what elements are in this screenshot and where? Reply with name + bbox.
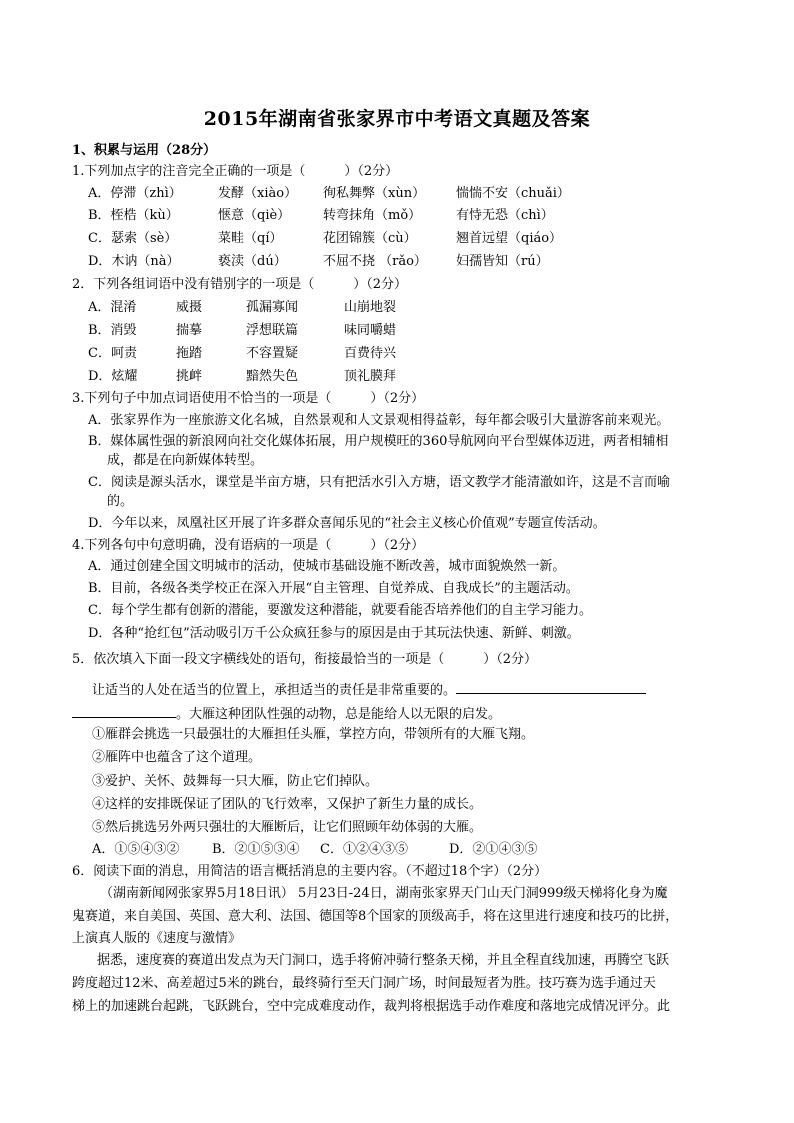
q5-passage-text1: 让适当的人处在适当的位置上，承担适当的责任是非常重要的。 xyxy=(92,683,457,698)
q1-c-1: C．瑟索（sè） xyxy=(88,231,178,246)
q3-option-a: A．张家界作为一座旅游文化名城，自然景观和人文景观相得益彰，每年都会吸引大量游客前来观光。 xyxy=(88,413,670,428)
q6-news-line1: （湖南新闻网张家界5月18日讯） 5月23日-24日，湖南张家界天门山天门洞999级天梯将化身为魔 xyxy=(100,886,668,901)
q1-d-3: 不屈不挠 （rǎo） xyxy=(323,254,427,269)
q5-item-3: ③爱护、关怀、鼓舞每一只大雁，防止它们掉队。 xyxy=(92,774,379,789)
q1-d-4: 妇孺皆知（rú） xyxy=(456,254,549,269)
q5-item-1: ①雁群会挑选一只最强壮的大雁担任头雁，掌控方向，带领所有的大雁飞翔。 xyxy=(92,727,535,742)
q3-option-b-line2: 成，都是在向新媒体转型。 xyxy=(107,453,264,468)
q2-a-1: A．混淆 xyxy=(88,300,137,315)
q5-option-a: A．①⑤④③② xyxy=(92,842,180,857)
q2-a-3: 孤漏寡闻 xyxy=(246,300,299,315)
q5-stem: 5．依次填入下面一段文字横线处的语句，衔接最恰当的一项是（ ）（2分） xyxy=(72,652,538,667)
q1-b-2: 惬意（qiè） xyxy=(218,208,291,223)
q2-c-3: 不容置疑 xyxy=(246,346,299,361)
q2-d-2: 挑衅 xyxy=(176,369,203,384)
q5-passage-text2: 。大雁这种团队性强的动物，总是能给人以无限的启发。 xyxy=(176,707,502,722)
q6-news-line4: 据悉，速度赛的赛道出发点为天门洞口，选手将俯冲骑行整条天梯，并且全程直线加速，再腾空飞跃 xyxy=(97,953,670,968)
q5-blank-2 xyxy=(72,704,176,718)
q2-d-1: D．炫耀 xyxy=(88,369,138,384)
q2-c-2: 拖踏 xyxy=(176,346,203,361)
q1-stem: 1.下列加点字的注音完全正确的一项是（ ）（2分） xyxy=(72,164,399,179)
q1-b-4: 有恃无恐（chì） xyxy=(456,208,554,223)
q6-news-line2: 鬼赛道，来自美国、英国、意大利、法国、德国等8个国家的顶级高手，将在这里进行速度和技巧的比拼， xyxy=(72,909,679,924)
q3-option-b-line1: B．媒体属性强的新浪网向社交化媒体拓展，用户规模旺的360导航网向平台型媒体迈进，两者相辅相 xyxy=(88,434,669,449)
q5-option-d: D．②①④③⑤ xyxy=(449,842,538,857)
q2-c-4: 百费待兴 xyxy=(344,346,397,361)
q1-d-2: 亵渎（dú） xyxy=(218,254,287,269)
q4-option-c: C．每个学生都有创新的潜能，要激发这种潜能，就要看能否培养他们的自主学习能力。 xyxy=(88,603,592,618)
q4-option-d: D．各种“抢红包”活动吸引万千公众疯狂参与的原因是由于其玩法快速、新鲜、刺激。 xyxy=(88,626,580,641)
page-title: 2015年湖南省张家界市中考语文真题及答案 xyxy=(203,108,591,130)
q1-a-4: 惴惴不安（chuǎi） xyxy=(456,186,570,201)
q5-item-2: ②雁阵中也蕴含了这个道理。 xyxy=(92,750,262,765)
q2-b-2: 揣摹 xyxy=(176,323,203,338)
q6-news-line5: 跨度超过12米、高差超过5米的跳台，最终骑行至天门洞广场，时间最短者为胜。技巧赛为选手通过天 xyxy=(72,976,656,991)
q2-stem: 2．下列各组词语中没有错别字的一项是（ ）（2分） xyxy=(72,277,408,292)
q3-option-c-line1: C．阅读是源头活水，课堂是半亩方塘，只有把活水引入方塘，语文教学才能清澈如许，这是不言而喻 xyxy=(88,475,670,490)
q2-a-4: 山崩地裂 xyxy=(344,300,397,315)
q5-item-4: ④这样的安排既保证了团队的飞行效率，又保护了新生力量的成长。 xyxy=(92,797,483,812)
q6-stem: 6．阅读下面的消息，用简洁的语言概括消息的主要内容。（不超过18个字）（2分） xyxy=(72,864,548,879)
q1-a-2: 发酵（xiào） xyxy=(218,186,298,201)
q1-b-3: 转弯抹角（mǒ） xyxy=(323,208,422,223)
q5-passage-line2 xyxy=(72,704,501,723)
q6-news-line3: 上演真人版的《速度与激情》 xyxy=(72,931,242,946)
q2-b-4: 味同嚼蜡 xyxy=(344,323,397,338)
q3-option-d: D．今年以来，凤凰社区开展了许多群众喜闻乐见的“社会主义核心价值观”专题宣传活动。 xyxy=(88,516,606,531)
q2-b-1: B．消毁 xyxy=(88,323,137,338)
q2-b-3: 浮想联篇 xyxy=(246,323,299,338)
q5-passage-line1 xyxy=(92,680,646,699)
q3-option-c-line2: 的。 xyxy=(107,494,134,509)
q2-d-4: 顶礼膜拜 xyxy=(344,369,397,384)
q1-a-3: 徇私舞弊（xùn） xyxy=(323,186,426,201)
q5-option-c: C．①②④③⑤ xyxy=(320,842,408,857)
q4-option-b: B．目前，各级各类学校正在深入开展“自主管理、自觉养成、自我成长”的主题活动。 xyxy=(88,581,579,596)
q1-b-1: B．桎梏（kù） xyxy=(88,208,179,223)
q4-option-a: A．通过创建全国文明城市的活动，使城市基础设施不断改善，城市面貌焕然一新。 xyxy=(88,559,566,574)
q2-d-3: 黯然失色 xyxy=(246,369,299,384)
q1-d-1: D．木讷（nà） xyxy=(88,254,180,269)
q6-news-line6: 梯上的加速跳台起跳，飞跃跳台，空中完成难度动作，裁判将根据选手动作难度和落地完成情况评分。此 xyxy=(72,999,671,1014)
q1-c-4: 翘首远望（qiáo） xyxy=(456,231,563,246)
q2-a-2: 威摄 xyxy=(176,300,203,315)
q1-a-1: A．停滞（zhì） xyxy=(88,186,182,201)
q4-stem: 4.下列各句中句意明确，没有语病的一项是（ ）（2分） xyxy=(72,538,425,553)
q3-stem: 3.下列句子中加点词语使用不恰当的一项是（ ）（2分） xyxy=(72,391,425,406)
q2-c-1: C．呵责 xyxy=(88,346,137,361)
q5-blank-1 xyxy=(456,680,646,694)
q5-item-5: ⑤然后挑选另外两只强壮的大雁断后，让它们照顾年幼体弱的大雁。 xyxy=(92,820,483,835)
q1-c-3: 花团锦簇（cù） xyxy=(323,231,417,246)
section-heading: 1、积累与运用（28分） xyxy=(72,143,217,158)
q5-option-b: B．②①⑤③④ xyxy=(212,842,300,857)
q1-c-2: 菜畦（qí） xyxy=(218,231,283,246)
